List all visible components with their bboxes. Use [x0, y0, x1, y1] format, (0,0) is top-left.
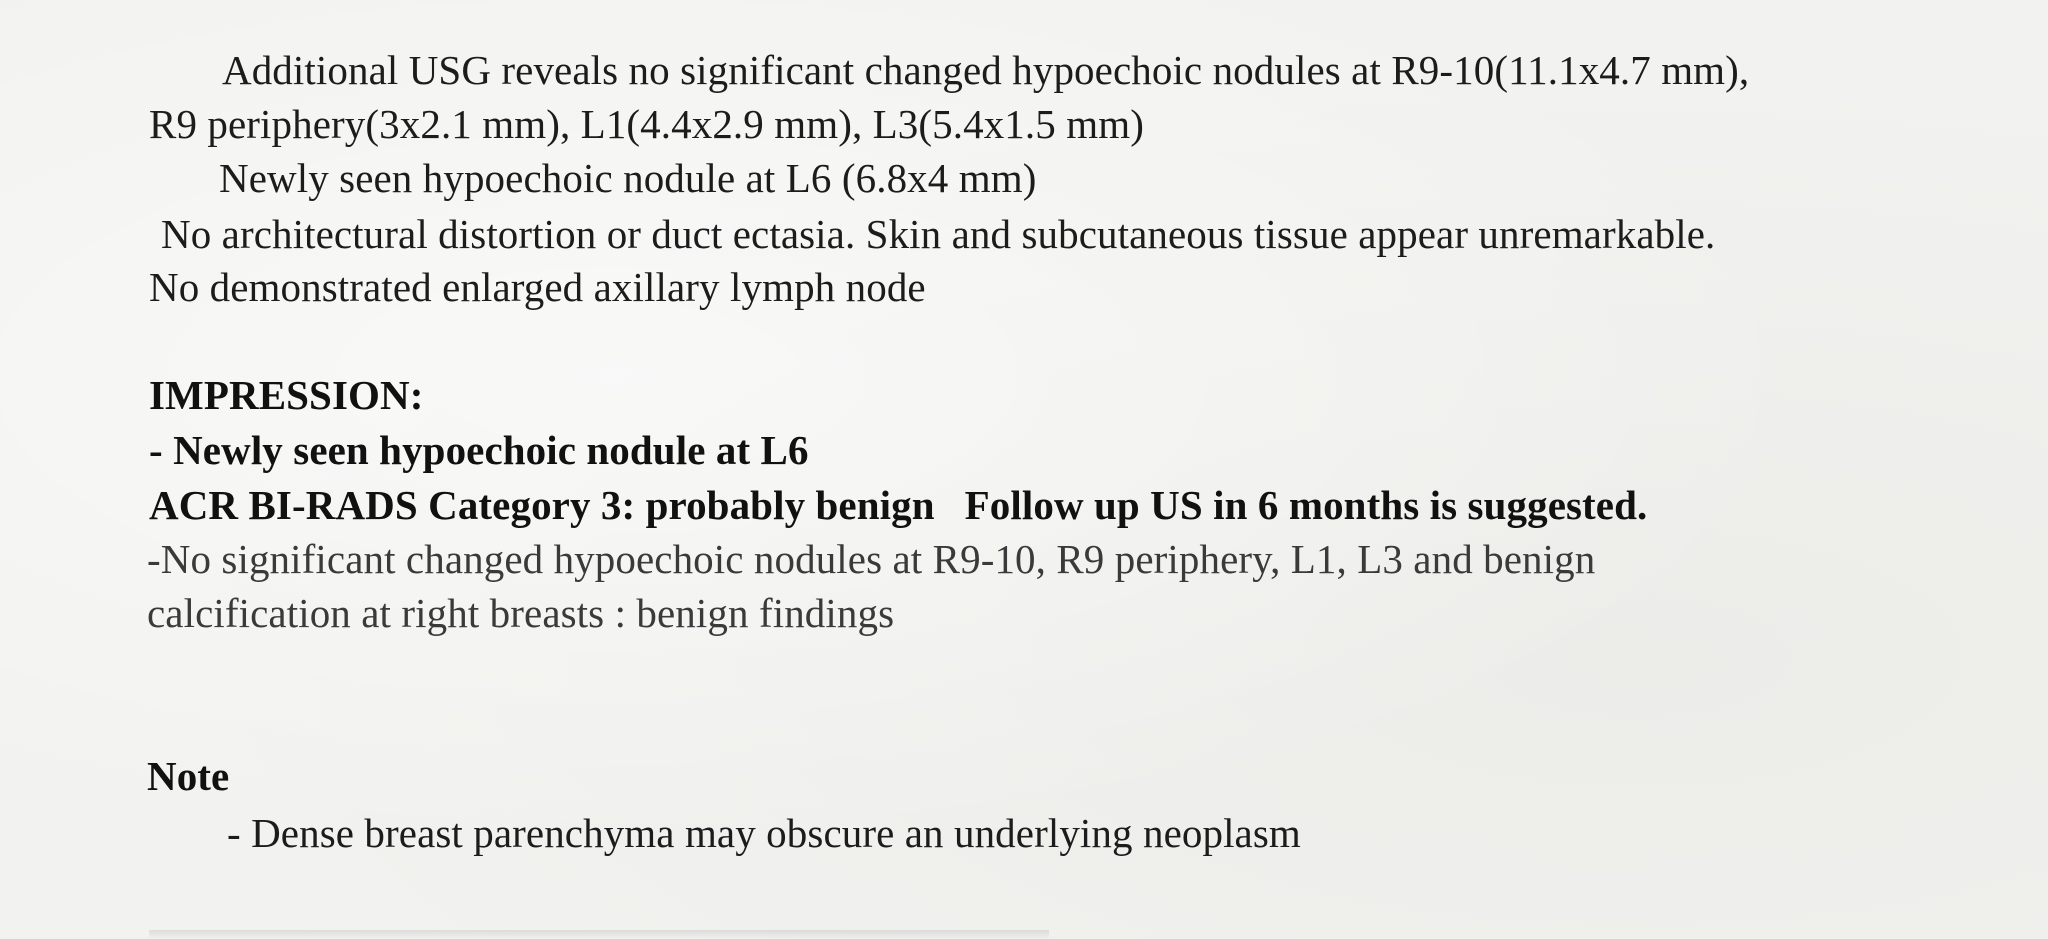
impression-item-1: - Newly seen hypoechoic nodule at L6	[149, 427, 809, 473]
findings-line-3: Newly seen hypoechoic nodule at L6 (6.8x4 mm)	[219, 155, 1037, 201]
impression-item-2-line-2: calcification at right breasts : benign findings	[147, 590, 895, 636]
birads-category: ACR BI-RADS Category 3: probably benign	[149, 482, 935, 528]
findings-line-5: No demonstrated enlarged axillary lymph node	[149, 264, 926, 310]
impression-item-2-line-1: -No significant changed hypoechoic nodules at R9-10, R9 periphery, L1, L3 and benign	[147, 536, 1596, 582]
note-item-1: - Dense breast parenchyma may obscure an underlying neoplasm	[227, 810, 1301, 856]
findings-line-1: Additional USG reveals no significant changed hypoechoic nodules at R9-10(11.1x4.7 mm),	[222, 47, 1750, 93]
followup-recommendation: Follow up US in 6 months is suggested.	[964, 482, 1648, 528]
findings-line-4: No architectural distortion or duct ectasia. Skin and subcutaneous tissue appear unremarkable.	[161, 211, 1716, 257]
cut-off-text-remnant	[149, 930, 1049, 939]
impression-heading: IMPRESSION:	[149, 372, 424, 418]
note-heading: Note	[147, 753, 230, 799]
impression-birads-line	[149, 482, 1648, 528]
findings-line-2: R9 periphery(3x2.1 mm), L1(4.4x2.9 mm), L3(5.4x1.5 mm)	[149, 101, 1144, 147]
